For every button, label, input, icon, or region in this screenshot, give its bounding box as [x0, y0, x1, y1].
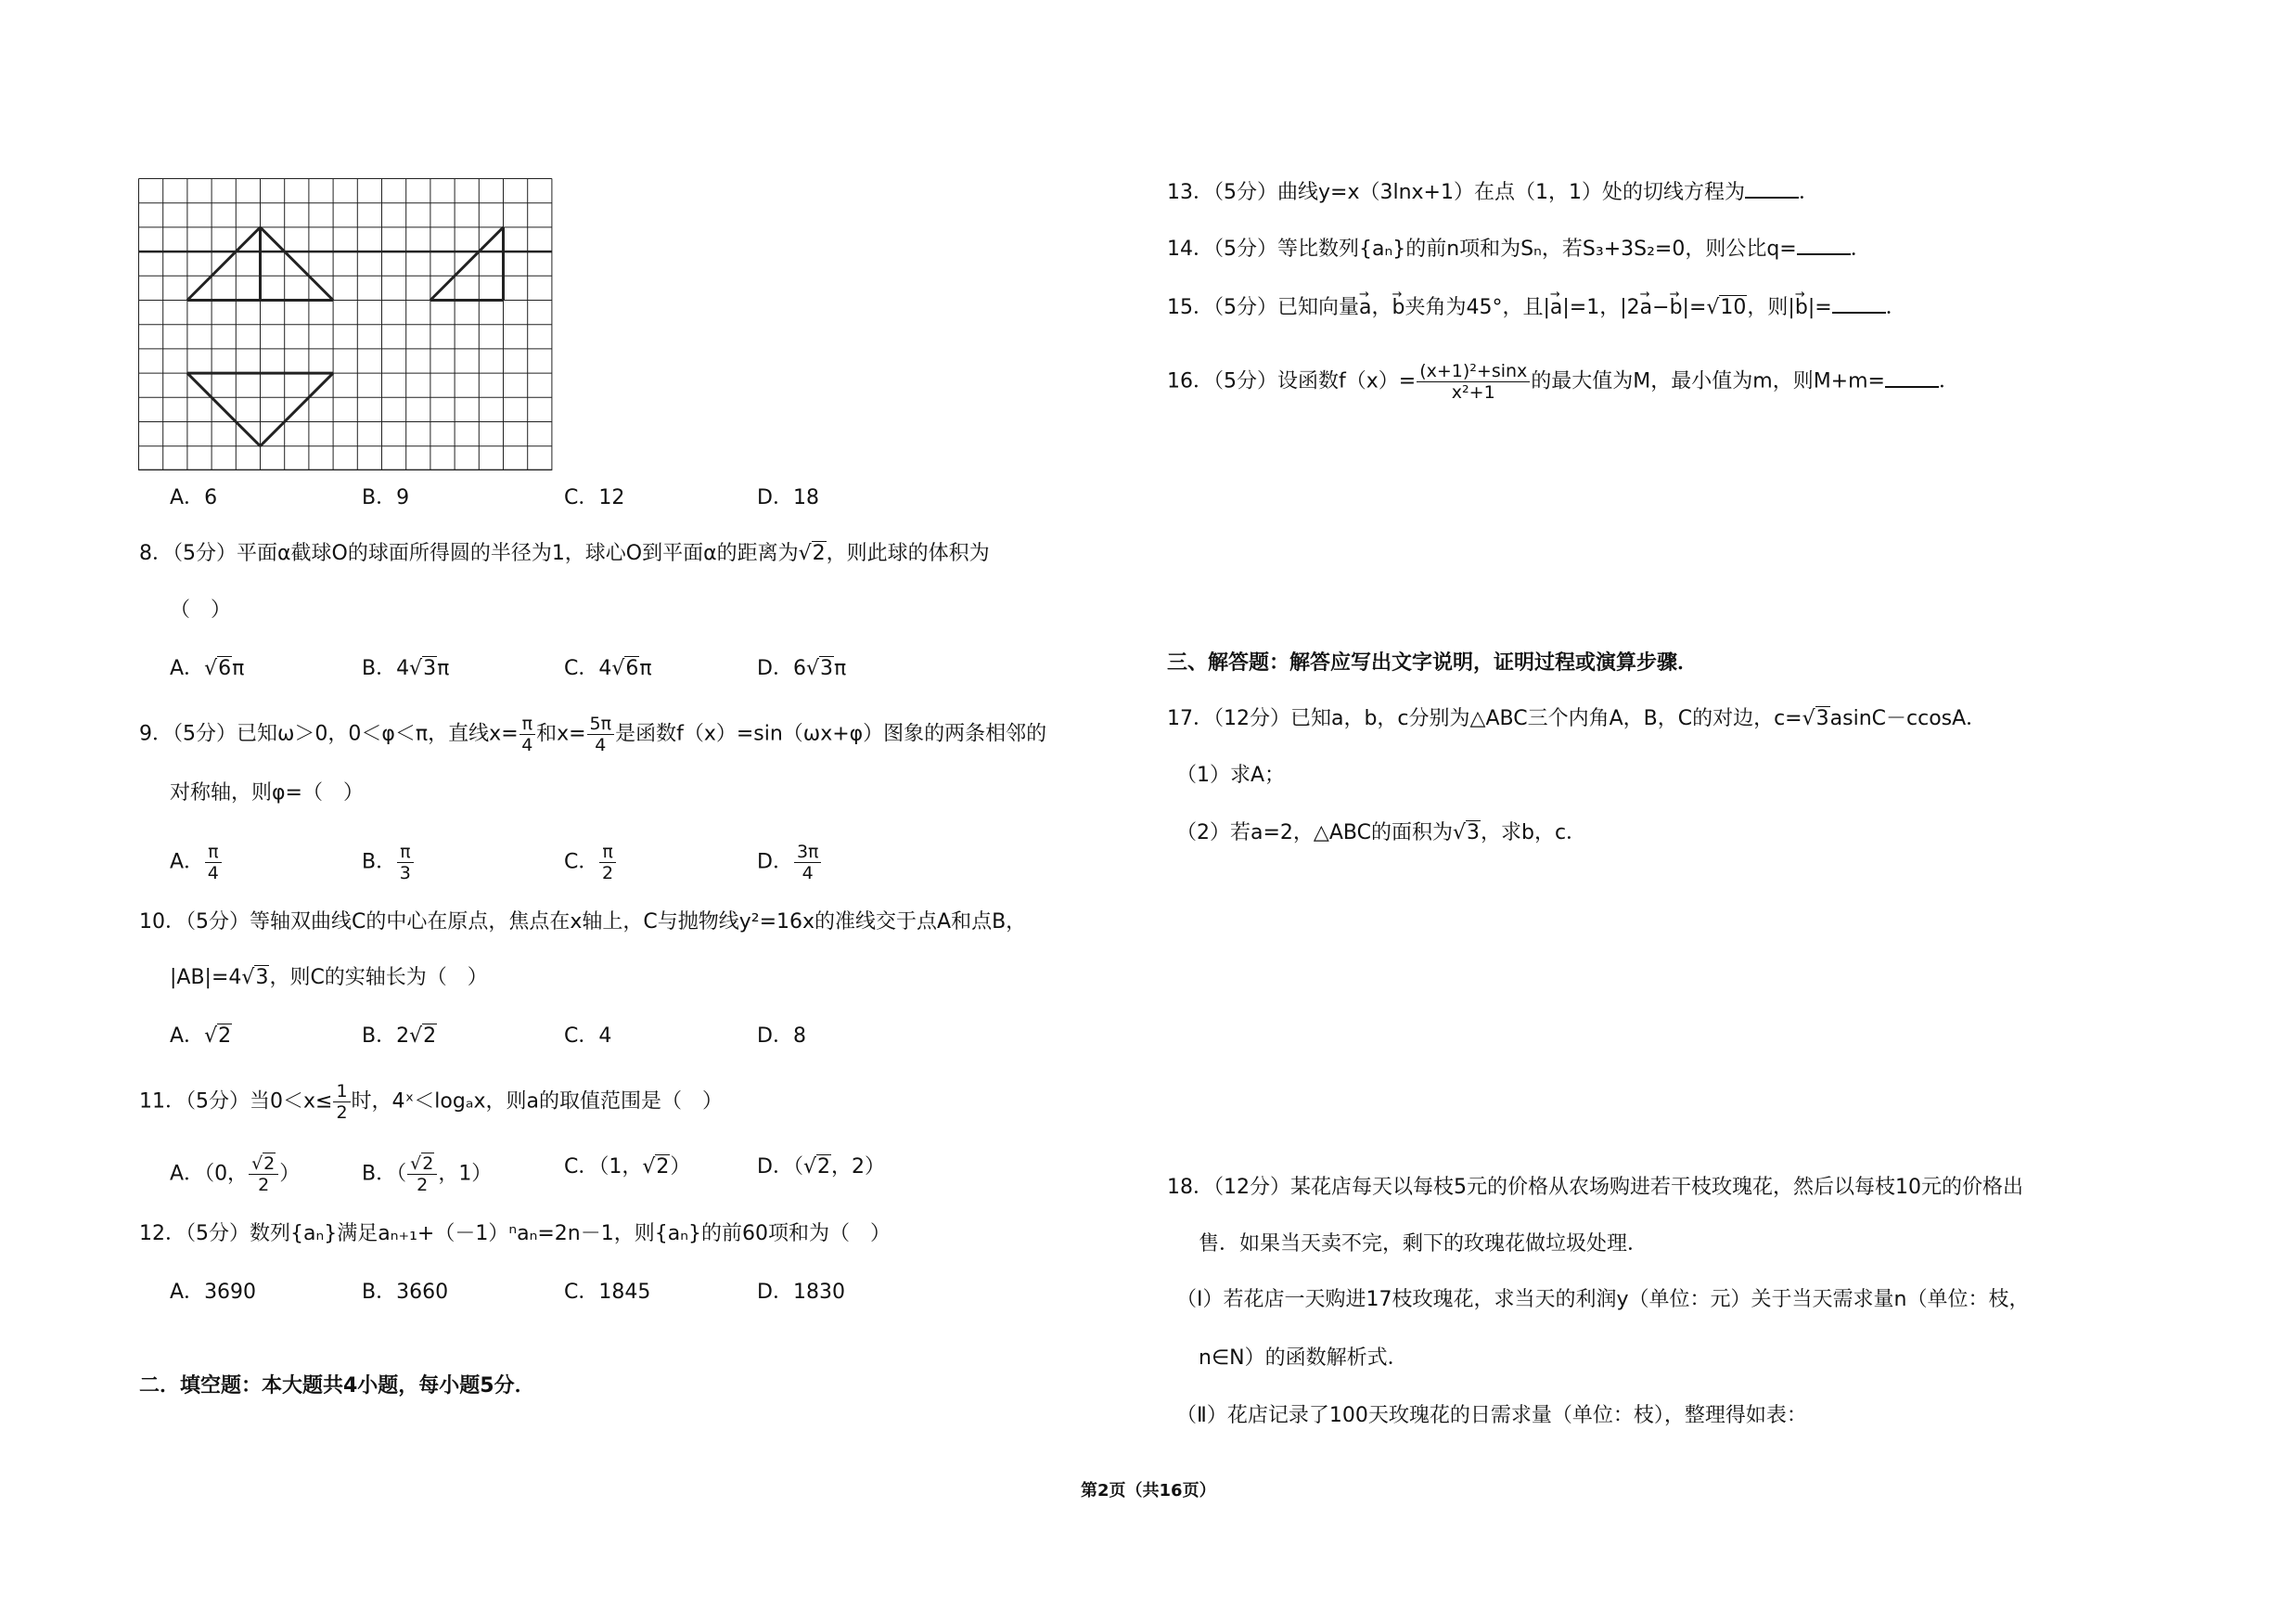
q14-stem: 14．（5分）等比数列{aₙ}的前n项和为Sₙ，若S₃+3S₂=0，则公比q= ．: [1167, 235, 1871, 264]
q7-option-c: C．12: [564, 486, 625, 509]
answer-blank: [1832, 293, 1886, 314]
q17-part2: （2）若a=2，△ABC的面积为√3，求b，c．: [1176, 821, 1587, 844]
q10-option-d: D．8: [757, 1024, 806, 1048]
q9-stem: 9．（5分）已知ω＞0，0＜φ＜π，直线x= $\frac{\pi}{4}$ 和x= $\frac{5\pi}{4}$ 是函数f（x）=sin（ωx+φ）图象的两条相邻的: [139, 714, 1047, 755]
view-outline: [187, 373, 261, 446]
q10-option-b: B．2√2: [362, 1024, 437, 1048]
q9-option-d: D． $\frac{3\pi}{4}$: [757, 842, 822, 883]
q17-stem: 17．（12分）已知a，b，c分别为△ABC三个内角A，B，C的对边，c=√3asinC－ccosA．: [1167, 707, 1987, 730]
q9-option-b: B． $\frac{\pi}{3}$: [362, 842, 415, 883]
q10-stem-line2: |AB|=4√3，则C的实轴长为（ ）: [170, 966, 488, 989]
q11-option-a: A．（0， $\frac{√2}{2}$ ）: [170, 1153, 301, 1195]
q10-stem: 10．（5分）等轴双曲线C的中心在原点，焦点在x轴上，C与抛物线y²=16x的准线交于点A和点B，: [139, 910, 1027, 934]
q12-option-d: D．1830: [757, 1281, 845, 1304]
view-outline: [261, 227, 334, 301]
section-2-heading: 二．填空题：本大题共4小题，每小题5分．: [139, 1374, 535, 1398]
q17-part1: （1）求A；: [1176, 764, 1286, 787]
answer-blank: [1745, 178, 1799, 199]
q7-option-b: B．9: [362, 486, 410, 509]
q12-option-a: A．3690: [170, 1281, 257, 1304]
view-outline: [187, 227, 261, 301]
q12-option-c: C．1845: [564, 1281, 651, 1304]
q7-option-a: A．6: [170, 486, 218, 509]
q10-option-a: A．√2: [170, 1024, 232, 1048]
page-footer: 第2页（共16页）: [1081, 1481, 1216, 1501]
q8-option-a: A．√6π: [170, 657, 245, 680]
q12-option-b: B．3660: [362, 1281, 449, 1304]
section-3-heading: 三、解答题：解答应写出文字说明，证明过程或演算步骤．: [1167, 651, 1699, 675]
q18-part1-line2: n∈N）的函数解析式．: [1199, 1346, 1408, 1370]
answer-blank: [1797, 235, 1851, 255]
q18-stem-line2: 售．如果当天卖不完，剩下的玫瑰花做垃圾处理．: [1199, 1232, 1648, 1256]
view-outline: [430, 227, 504, 301]
q11-option-b: B．（ $\frac{√2}{2}$ ，1）: [362, 1153, 493, 1195]
q10-option-c: C．4: [564, 1024, 612, 1048]
q9-option-a: A． $\frac{\pi}{4}$: [170, 842, 223, 883]
q8-option-b: B．4√3π: [362, 657, 450, 680]
view-outline: [261, 373, 334, 446]
q8-stem: 8．（5分）平面α截球O的球面所得圆的半径为1，球心O到平面α的距离为√2，则此球的体积为: [139, 542, 990, 565]
q8-answer-paren: （ ）: [170, 599, 232, 622]
q8-option-d: D．6√3π: [757, 657, 847, 680]
q15-stem: 15．（5分）已知向量→ a，→ b夹角为45°，且|→ a|=1，|2→ a−→ b|=√10，则|→ b|= ．: [1167, 293, 1906, 322]
q16-stem: 16．（5分）设函数f（x）= $\frac{\text{(x+1)²+sinx}}{\text{x²+1}}$ 的最大值为M，最小值为m，则M+m= ．: [1167, 361, 1959, 403]
q7-option-d: D．18: [757, 486, 819, 509]
q8-option-c: C．4√6π: [564, 657, 652, 680]
q18-part2: （Ⅱ）花店记录了100天玫瑰花的日需求量（单位：枝），整理得如表：: [1176, 1404, 1807, 1427]
q9-stem-line2: 对称轴，则φ=（ ）: [170, 781, 364, 805]
answer-blank: [1885, 367, 1939, 388]
q9-option-c: C． $\frac{\pi}{2}$: [564, 842, 617, 883]
q12-stem: 12．（5分）数列{aₙ}满足aₙ₊₁+（－1）ⁿaₙ=2n－1，则{aₙ}的前60项和为（ ）: [139, 1222, 891, 1245]
q11-option-d: D．（√2，2）: [757, 1155, 885, 1179]
q11-option-c: C．（1，√2）: [564, 1155, 691, 1179]
q11-stem: 11．（5分）当0＜x≤ $\frac{1}{2}$ 时，4ˣ＜logₐx，则a的取值范围是（ ）: [139, 1081, 723, 1123]
q18-part1: （Ⅰ）若花店一天购进17枝玫瑰花，求当天的利润y（单位：元）关于当天需求量n（单位：枝，: [1176, 1288, 2030, 1311]
q13-stem: 13．（5分）曲线y=x（3lnx+1）在点（1，1）处的切线方程为 ．: [1167, 178, 1819, 207]
grid-figure: [137, 177, 553, 470]
q18-stem: 18．（12分）某花店每天以每枝5元的价格从农场购进若干枝玫瑰花，然后以每枝10元的价格出: [1167, 1176, 2023, 1199]
